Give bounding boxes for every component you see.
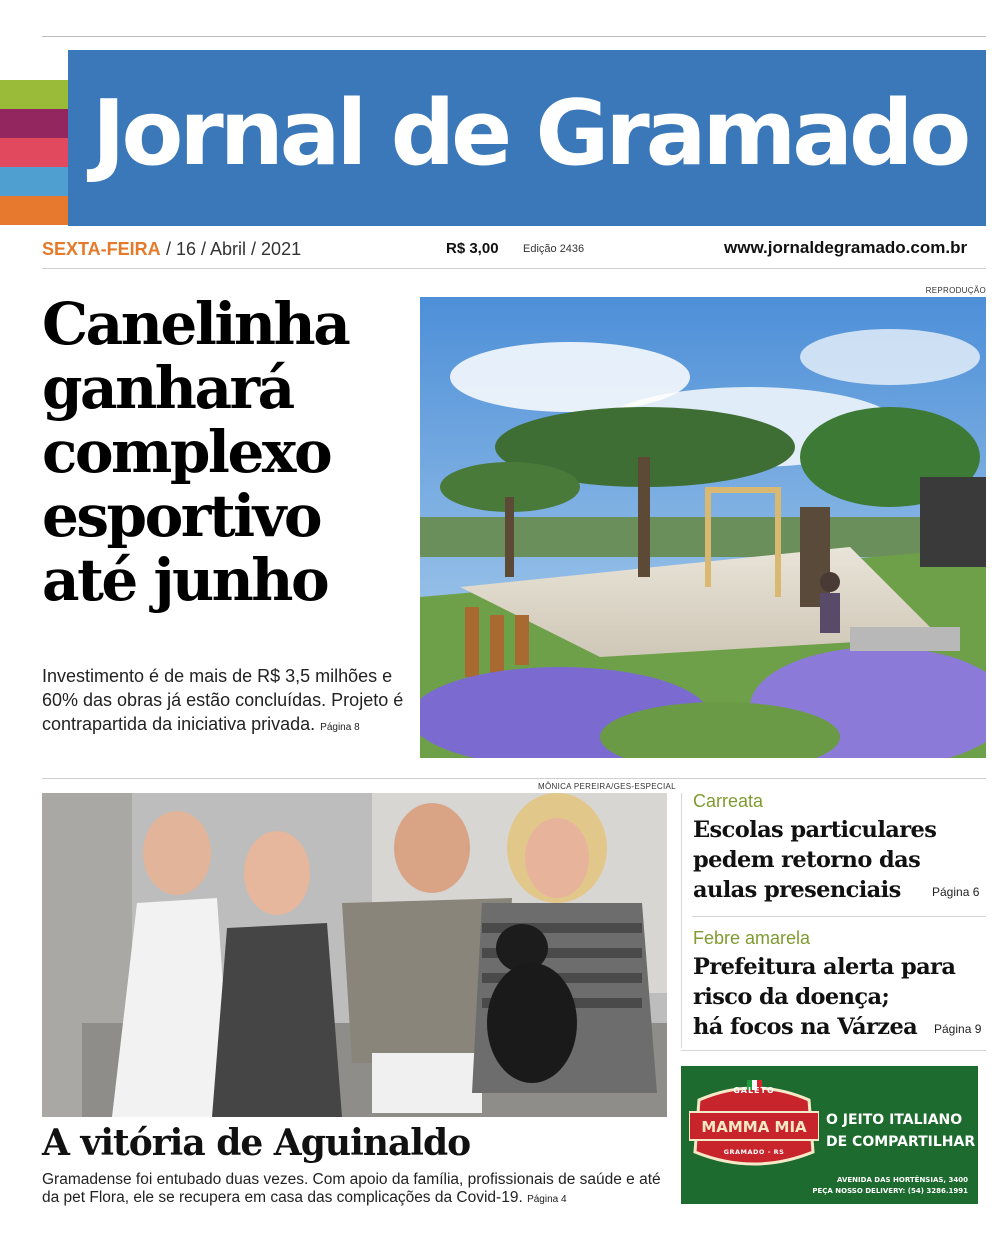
column-divider (681, 793, 682, 1048)
lead-page-ref[interactable]: Página 8 (320, 722, 360, 733)
feature-page-ref[interactable]: Página 4 (527, 1194, 567, 1205)
brief-headline-line: há focos na Várzea (693, 1014, 918, 1040)
ad-slogan-line2: DE COMPARTILHAR (826, 1134, 976, 1150)
lead-headline-line: até junho (42, 546, 328, 614)
top-rule (42, 36, 986, 37)
brief-headline-line: aulas presenciais (693, 877, 901, 903)
stripe-plum (0, 109, 68, 138)
issue-date: / 16 / Abril / 2021 (166, 239, 302, 259)
stripe-orange (0, 196, 68, 225)
brief-page-ref[interactable]: Página 6 (932, 885, 980, 899)
brief-headline-line: pedem retorno das (693, 847, 921, 873)
stripe-blue (0, 167, 68, 196)
feature-photo-credit: MÔNICA PEREIRA/GES-ESPECIAL (538, 782, 676, 791)
brief-kicker: Carreata (693, 791, 764, 811)
stripe-green (0, 80, 68, 109)
ad-address: AVENIDA DAS HORTÊNSIAS, 3400 (837, 1176, 968, 1184)
brief-headline-line: Prefeitura alerta para (693, 954, 956, 980)
lead-headline-line: complexo (42, 418, 331, 486)
brief-rule-bottom (681, 1050, 986, 1051)
lead-headline[interactable] (42, 292, 422, 612)
section-rule (42, 778, 986, 779)
feature-subhead-text: Gramadense foi entubado duas vezes. Com apoio da família, profissionais de saúde e até da pet Flora, ele se recupera em casa das complicações da Covid-19. (42, 1171, 661, 1206)
feature-subhead (42, 1171, 682, 1209)
edition-number: Edição 2436 (523, 243, 585, 255)
newspaper-title[interactable]: Jornal de Gramado (92, 81, 968, 186)
lead-subhead-text: Investimento é de mais de R$ 3,5 milhões e 60% das obras já estão concluídas. Projeto é contrapartida da iniciativa privada. (42, 666, 404, 734)
feature-headline[interactable]: A vitória de Aguinaldo (42, 1122, 471, 1164)
lead-headline-line: ganhará (42, 354, 293, 422)
ad-delivery-phone[interactable]: PEÇA NOSSO DELIVERY: (54) 3286.1991 (812, 1187, 968, 1195)
brief-rule (692, 916, 986, 917)
dateline-rule (42, 268, 986, 269)
ad-brand-name: MAMMA MIA (701, 1118, 807, 1136)
brief-kicker: Febre amarela (693, 928, 811, 948)
lead-headline-line: Canelinha (42, 290, 349, 358)
lead-photo-credit: REPRODUÇÃO (925, 286, 986, 295)
ad-brand-top: GALETO (733, 1086, 775, 1095)
weekday: SEXTA-FEIRA (42, 239, 161, 259)
advertisement-mamma-mia[interactable] (681, 1066, 978, 1204)
website-link[interactable]: www.jornaldegramado.com.br (724, 238, 968, 257)
brief-headline-line: Escolas particulares (693, 817, 937, 843)
stripe-red (0, 138, 68, 167)
lead-headline-line: esportivo (42, 482, 321, 550)
brief-headline-line: risco da doença; (693, 984, 890, 1010)
family-portrait-photo[interactable] (42, 793, 667, 1117)
park-rendering-photo[interactable] (420, 297, 986, 758)
brief-page-ref[interactable]: Página 9 (934, 1022, 982, 1036)
lead-subhead (42, 664, 417, 740)
ad-brand-location: GRAMADO - RS (723, 1148, 785, 1156)
issue-price: R$ 3,00 (446, 240, 499, 257)
ad-slogan-line1: O JEITO ITALIANO (826, 1112, 963, 1128)
